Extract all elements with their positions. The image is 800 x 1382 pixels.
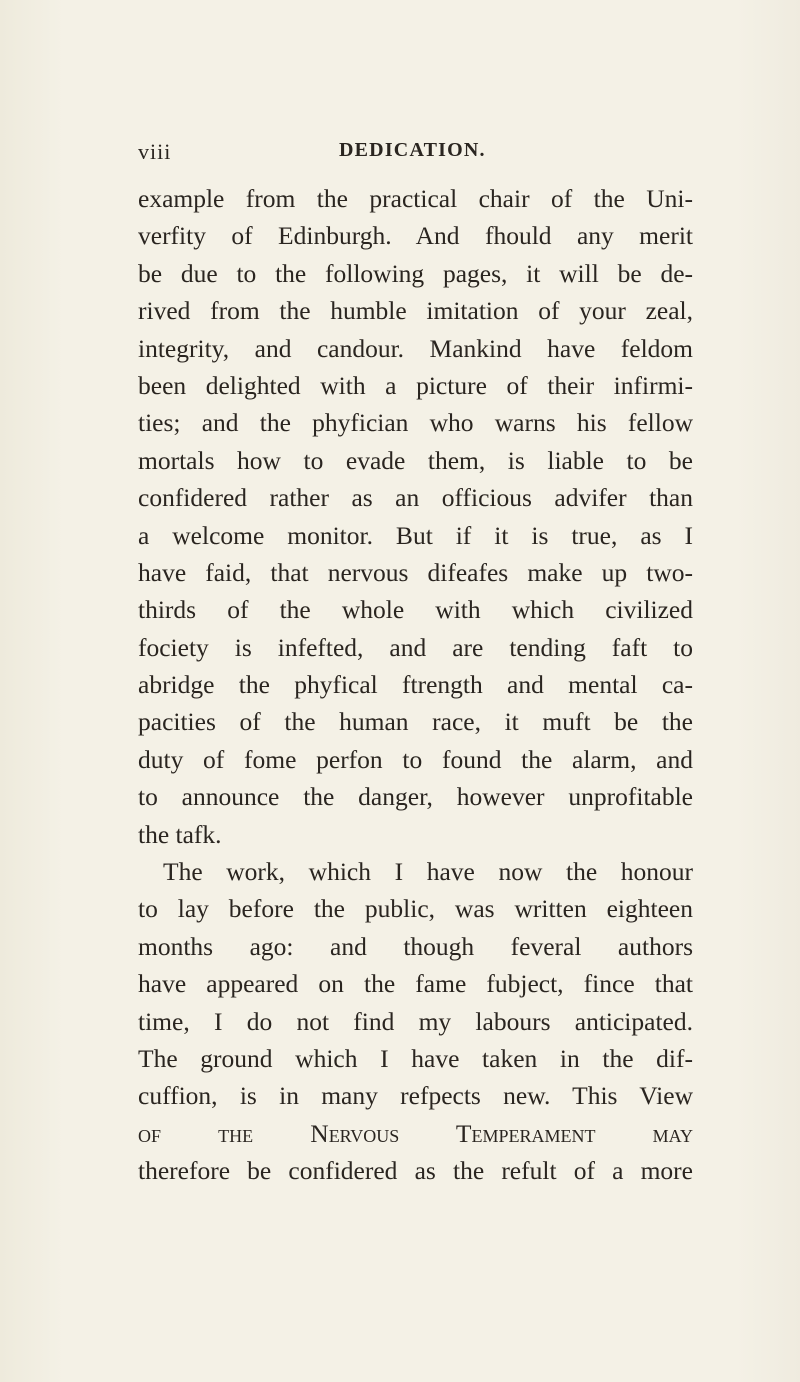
text-line: pacities of the human race, it muft be the [138,707,693,737]
text-line: The ground which I have taken in the dif- [138,1043,693,1073]
running-head: DEDICATION. [339,139,486,161]
text-line: duty of fome perfon to found the alarm, and [138,744,693,774]
text-line: integrity, and candour. Mankind have feldom [138,333,693,363]
text-line: months ago: and though feveral authors [138,931,693,961]
text-line: have faid, that nervous difeafes make up two- [138,557,693,587]
text-line: been delighted with a picture of their infirmi- [138,370,693,400]
text-line: The work, which I have now the honour [163,857,693,887]
text-line: to lay before the public, was written eighteen [138,894,693,924]
text-line: a welcome monitor. But if it is true, as I [138,520,693,550]
text-line: mortals how to evade them, is liable to be [138,445,693,475]
text-line: have appeared on the fame fubject, fince that [138,969,693,999]
text-line: ties; and the phyfician who warns his fellow [138,408,693,438]
page-number: viii [138,139,172,164]
text-line: rived from the humble imitation of your zeal, [138,296,693,326]
text-line: time, I do not find my labours anticipated. [138,1006,693,1036]
text-line: abridge the phyfical ftrength and mental ca- [138,670,693,700]
text-line: therefore be confidered as the refult of a more [138,1156,693,1186]
text-line: to announce the danger, however unprofitable [138,782,693,812]
text-line: be due to the following pages, it will be de- [138,258,693,288]
text-line: the tafk. [138,819,222,849]
text-line: thirds of the whole with which civilized [138,595,693,625]
text-line: confidered rather as an officious advifer than [138,483,693,513]
body-text [138,180,693,1190]
text-line: verfity of Edinburgh. And fhould any merit [138,221,693,251]
text-line: cuffion, is in many refpects new. This View [138,1081,693,1111]
text-line: fociety is infefted, and are tending faft to [138,632,693,662]
page-header [138,139,698,165]
text-line: example from the practical chair of the Uni- [138,184,693,213]
text-line: of the Nervous Temperament may [138,1118,693,1148]
